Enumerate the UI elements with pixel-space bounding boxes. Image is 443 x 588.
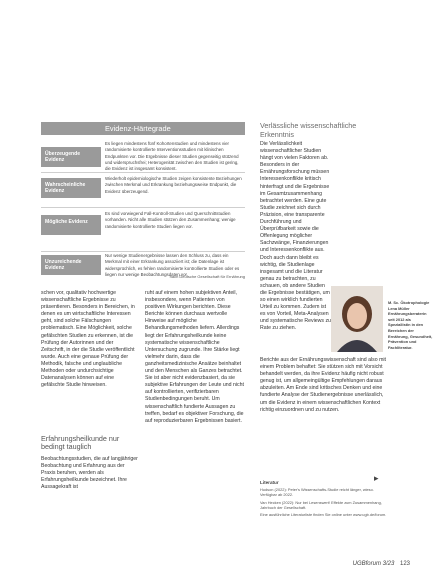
evidence-table-title: Evidenz-Härtegrade xyxy=(41,122,245,135)
evidence-description: Es sind vorwiegend Fall-Kontroll-Studien und Querschnittstudien vorhanden. Nicht alle Studien stützen den Zusammenhang; wenige randomisierte kontrollierte Studien liegen vor. xyxy=(105,211,236,229)
magazine-issue: UGBforum 3/23 xyxy=(352,561,395,567)
page-footer xyxy=(335,561,410,567)
section-heading: Verlässliche wissenschaftliche Erkenntnis xyxy=(260,121,357,139)
evidence-label: Wahrscheinliche Evidenz xyxy=(41,178,101,198)
evidence-row xyxy=(41,174,245,208)
evidence-label: Überzeugende Evidenz xyxy=(41,147,101,167)
column-text: Beobachtungsstudien, die auf langjähriger Beobachtung und Erfahrung aus der Praxis beruhen, werden als Erfahrungsheilkunde bezeichnet. Ihre Aussagekraft ist xyxy=(41,456,138,491)
arrow-right-icon: ▸ xyxy=(374,473,379,483)
evidence-row xyxy=(41,139,245,171)
person-photo-icon xyxy=(331,286,383,352)
table-source: nach Deutsche Gesellschaft für Ernährung xyxy=(169,274,245,279)
subheading: Erfahrungsheilkunde nur bedingt tauglich xyxy=(41,434,120,452)
references-title: Literatur xyxy=(260,480,279,485)
evidence-row xyxy=(41,209,245,249)
paragraph: Berichte aus der Ernährungswissenschaft sind also mit einem Problem behaftet: Sie stützen sich mit Vorsicht behandelt werden, da ihre Evidenz häufig nicht robust genug ist, um allgemeingültige Empfehlungen daraus abzuleiten. Am Ende sind kritisches Denken und eine fundierte Analyse der Studienergebnisse unerlässlich, um die Evidenz in einem wissenschaftlichen Kontext richtig einzuordnen und zu nutzen. xyxy=(260,357,387,413)
evidence-description: Es liegen mindestens fünf Kohortenstudien und mindestens vier randomisierte kontrollierte Interventionsstudien mit klinischen Endpunkten vor. Die Ergebnisse dieser Studien gegenseitig stützend und widerspruchsfrei; Heterogenität zwischen den Studien ist gering, die Evidenz ist insgesamt konsistent. xyxy=(105,141,239,172)
evidence-label: Unzureichende Evidenz xyxy=(41,255,101,275)
evidence-description: Wiederholt epidemiologische Studien zeigen konsistente Beziehungen zwischen Merkmal und Erkrankung beziehungsweise Endpunkt, die Evidenz überzeugend. xyxy=(105,176,242,194)
column-text: ruht auf einem hohen subjektiven Anteil, insbesondere, wenn Patienten von positiven Wirkungen berichten. Diese Berichte können durchaus wertvolle Hinweise auf mögliche Behandlungsmethoden liefern. Allerdings liegt der Erfahrungsheilkunde keine systematische wissenschaftliche Untersuchung zugrunde. Ihre Stärke liegt vielmehr darin, dass die ganzheitsmedizinische Ansätze beinhaltet und den Menschen als Ganzes betrachtet. Sie ist aber nicht evidenzbasiert, da sie subjektive Erfahrungen der Leute und nicht auf kontrollierten, verifizierbaren Studienbedingungen beruht. Um wissenschaftlich fundierte Aussagen zu treffen, bedarf es objektiver Forschung, die auf reproduzierbaren Ergebnissen basiert. xyxy=(145,290,244,424)
reference-item: Eine ausführliche Literaturliste finden Sie online unter www.ugb.de/forum. xyxy=(260,512,387,518)
reference-item: Hudson (2022): Peter's Wissenschafts-Studie reicht länger, wieso. Verfügbar ab 2022. xyxy=(260,487,374,498)
column-text: schen vor, qualitativ hochwertige wissenschaftliche Ergebnisse zu präsentieren. Besonders in Bereichen, in denen es um wirtschaftliche Interessen geht, sind solche Fälschungen problematisch. Eine Möglichkeit, solche gefälschten Studien zu erkennen, ist die Prüfung der Autorinnen und der Zeitschrift, in der die Studie veröffentlicht wurde. Auch eine genaue Prüfung der Methodik, falsche und unglaubliche Methoden oder undurchsichtige Datenanalysen können auf eine gefälschte Studie hinweisen. xyxy=(41,290,135,389)
portrait-caption: M. Sc. Ökotrophologie Lena Müller Ernährungsberaterin seit 2012 als Speziallistin in den Bereichen der Ernährung, Gesundheit, Prävention und Fachliteratur. xyxy=(388,300,433,350)
references xyxy=(260,480,390,519)
page-number: 123 xyxy=(399,561,410,567)
evidence-description: Nur wenige Studienergebnisse lassen den Schluss zu, dass ein Merkmal mit einer Erkrankung assoziiert ist; die Datenlage ist widersprüchlich, es fehlen randomisierte kontrollierte Studien oder es liegen nur wenige Beobachtungsdaten vor. xyxy=(105,253,240,277)
evidence-label: Mögliche Evidenz xyxy=(41,215,101,235)
reference-item: Van Hecken (2022): Nur bei Lesenswert! Effekte zum Zusammenhang, Jahrbuch der Gesellschaft. xyxy=(260,499,382,510)
paragraph: Die Verlässlichkeit wissenschaftlicher Studien hängt von vielen Faktoren ab. Besonders in der Ernährungsforschung müssen Interessenkonflikte kritisch hinterfragt und die Ergebnisse im Gesamtzusammenhang betrachtet werden. Eine gute Studie zeichnet sich durch Präzision, eine transparente Durchführung und Überprüfbarkeit sowie die Offenlegung möglicher Sachzwänge, Finanzierungen und Interessenkonflikte aus. Doch auch dann bleibt es wichtig, die Studienlage insgesamt und die Literatur genau zu betrachten, zu schauen, ob andere Studien die Ergebnisse bestätigen, um so einen wirklich fundierten Urteil zu kommen. Zudem ist es von Vorteil, Meta-Analysen und systematische Reviews zu Rate zu ziehen. xyxy=(260,141,331,332)
author-portrait xyxy=(331,286,383,352)
